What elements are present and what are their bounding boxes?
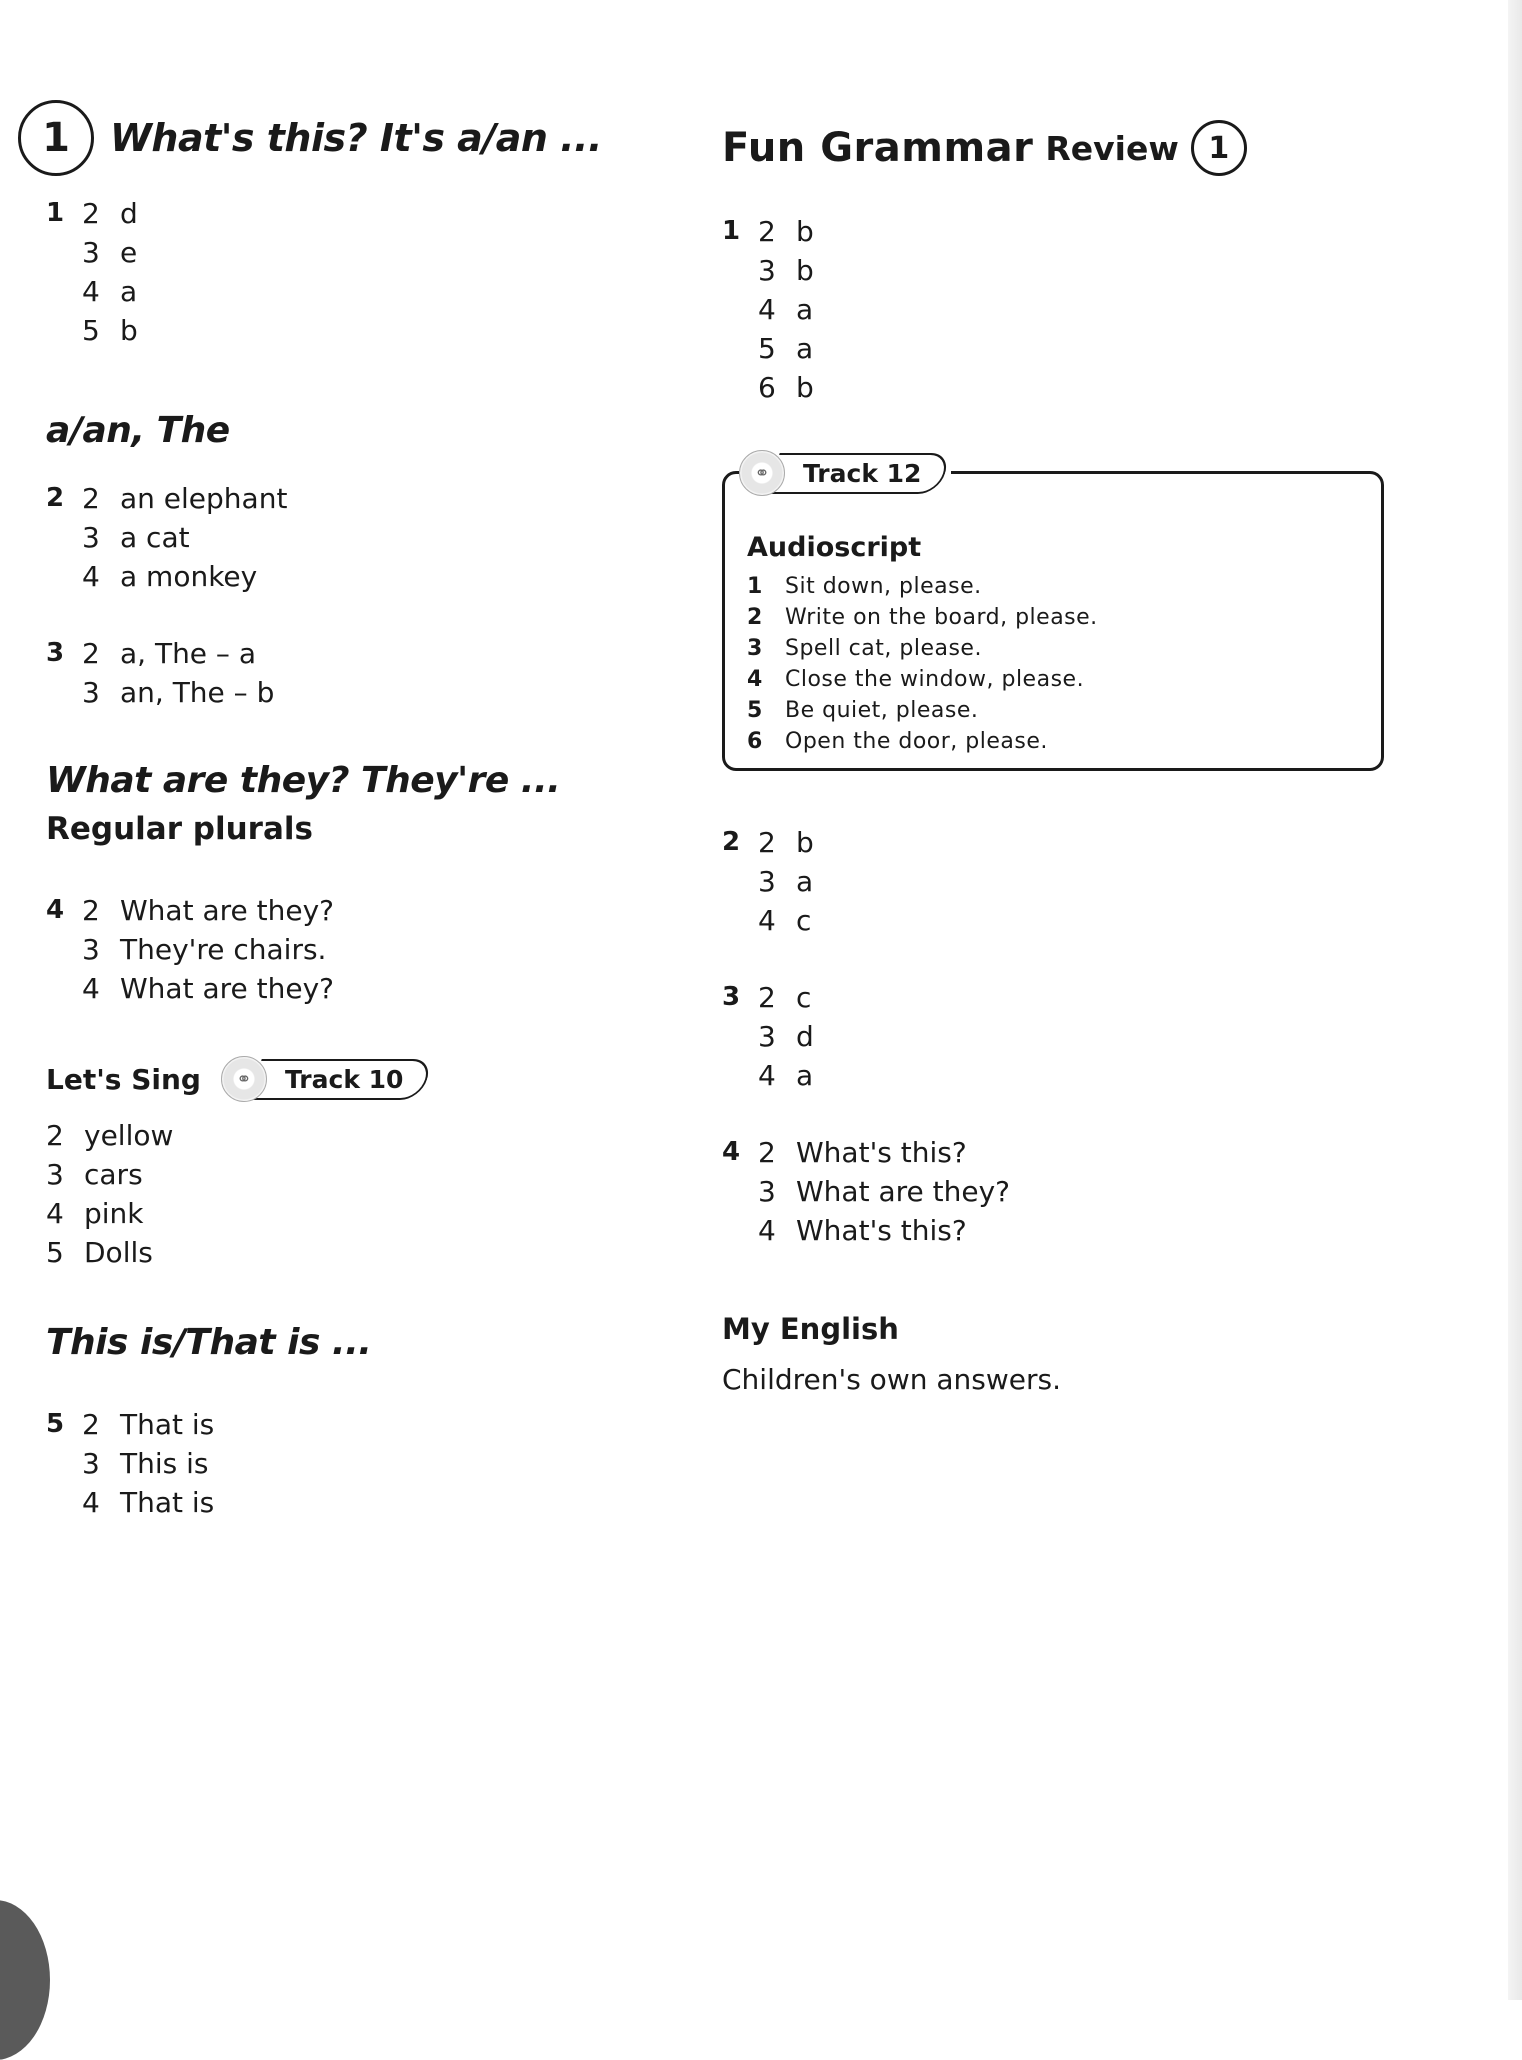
review-exercise-3: [722, 978, 1422, 1095]
answer-item: [82, 311, 138, 350]
item-number: 2: [758, 1136, 776, 1169]
item-number: 4: [758, 904, 776, 937]
corner-shadow: [0, 1900, 50, 2060]
exercise-number: 2: [46, 483, 65, 513]
item-answer: d: [796, 1020, 814, 1053]
item-answer: an, The – b: [120, 676, 275, 709]
exercise-number: 4: [722, 1137, 741, 1167]
item-number: 2: [82, 197, 100, 230]
review-exercise-1: [722, 212, 1422, 407]
item-answer: cars: [84, 1158, 143, 1191]
item-number: 3: [758, 865, 776, 898]
item-number: 3: [758, 254, 776, 287]
answer-item: [82, 233, 138, 272]
item-number: 3: [82, 1447, 100, 1480]
audioscript-line: [747, 602, 1359, 633]
exercise-number: 1: [722, 216, 741, 246]
line-number: 6: [747, 729, 763, 754]
review-exercise-2: [722, 823, 1422, 940]
exercise-number: 1: [46, 198, 65, 228]
answer-item: [46, 1194, 698, 1233]
item-answer: a: [796, 332, 814, 365]
track-label: Track 10: [284, 1064, 404, 1094]
unit-heading: [18, 100, 698, 176]
item-answer: an elephant: [120, 482, 288, 515]
item-number: 6: [758, 371, 776, 404]
item-answer: What are they?: [796, 1175, 1011, 1208]
item-answer: What's this?: [796, 1136, 967, 1169]
line-text: Write on the board, please.: [785, 605, 1098, 630]
answer-item: [758, 329, 814, 368]
answer-item: [758, 251, 814, 290]
answer-item: [82, 634, 274, 673]
answer-item: [82, 891, 334, 930]
audioscript-line: [747, 726, 1359, 757]
audioscript-title: Audioscript: [747, 532, 922, 563]
unit-title: What's this? It's a/an ...: [110, 116, 602, 160]
answer-item: [82, 518, 287, 557]
answer-item: [758, 290, 814, 329]
item-number: 4: [758, 1059, 776, 1092]
exercise-number: 4: [46, 895, 65, 925]
exercise-number: 3: [722, 982, 741, 1012]
item-number: 3: [82, 521, 100, 554]
review-title-fun-grammar: Fun Grammar: [722, 125, 1034, 171]
line-text: Spell cat, please.: [785, 636, 982, 661]
exercise-3: [46, 634, 698, 712]
answer-item: [758, 1133, 1010, 1172]
right-column: [722, 120, 1422, 1399]
line-number: 5: [747, 698, 763, 723]
item-number: 4: [82, 275, 100, 308]
item-number: 2: [82, 1408, 100, 1441]
line-text: Sit down, please.: [785, 574, 982, 599]
answer-item: [82, 194, 138, 233]
item-number: 3: [82, 933, 100, 966]
answer-item: [758, 368, 814, 407]
item-answer: c: [796, 904, 812, 937]
answer-item: [758, 1172, 1010, 1211]
item-number: 4: [46, 1197, 64, 1230]
item-number: 3: [46, 1158, 64, 1191]
answer-item: [46, 1155, 698, 1194]
item-number: 2: [82, 894, 100, 927]
line-number: 4: [747, 667, 763, 692]
item-number: 5: [758, 332, 776, 365]
item-answer: a: [796, 293, 814, 326]
page-edge: [1508, 0, 1522, 2000]
line-text: Close the window, please.: [785, 667, 1085, 692]
item-answer: d: [120, 197, 138, 230]
item-number: 5: [82, 314, 100, 347]
exercise-number: 2: [722, 827, 741, 857]
item-answer: What's this?: [796, 1214, 967, 1247]
item-number: 2: [82, 637, 100, 670]
answer-item: [758, 1056, 814, 1095]
exercise-number: 3: [46, 638, 65, 668]
answer-item: [758, 862, 814, 901]
track-pill: [248, 1059, 434, 1100]
item-number: 4: [82, 972, 100, 1005]
answer-item: [758, 212, 814, 251]
item-number: 2: [758, 215, 776, 248]
cd-icon: ⚭: [221, 1056, 267, 1102]
review-title-review: Review: [1045, 128, 1179, 168]
lets-sing-title: Let's Sing: [46, 1062, 201, 1096]
exercise-5: [46, 1405, 698, 1522]
item-answer: That is: [120, 1408, 215, 1441]
item-number: 2: [46, 1119, 64, 1152]
line-number: 3: [747, 636, 763, 661]
track-label: Track 12: [803, 458, 922, 488]
review-exercise-4: [722, 1133, 1422, 1250]
song-answers: [46, 1116, 698, 1272]
review-number-badge: 1: [1191, 120, 1247, 176]
answer-item: [758, 1017, 814, 1056]
line-number: 1: [747, 574, 763, 599]
section-title-this-that: This is/That is ...: [46, 1322, 372, 1363]
item-answer: Dolls: [84, 1236, 153, 1269]
item-number: 2: [82, 482, 100, 515]
answer-item: [82, 479, 287, 518]
item-answer: What are they?: [120, 894, 335, 927]
item-answer: a: [796, 1059, 814, 1092]
answer-item: [82, 557, 287, 596]
item-answer: They're chairs.: [120, 933, 327, 966]
my-english-title: My English: [722, 1312, 899, 1346]
item-answer: What are they?: [120, 972, 335, 1005]
review-heading: [722, 120, 1422, 176]
my-english-text: Children's own answers.: [722, 1363, 1061, 1396]
item-answer: b: [796, 371, 814, 404]
answer-item: [82, 673, 274, 712]
item-answer: b: [796, 215, 814, 248]
item-answer: a, The – a: [120, 637, 256, 670]
item-answer: b: [120, 314, 138, 347]
answer-item: [82, 969, 334, 1008]
audioscript-box: [722, 458, 1384, 771]
item-answer: pink: [84, 1197, 144, 1230]
answer-item: [758, 901, 814, 940]
section-title-articles: a/an, The: [46, 410, 230, 451]
item-number: 3: [82, 236, 100, 269]
item-answer: This is: [120, 1447, 209, 1480]
item-number: 4: [758, 1214, 776, 1247]
item-number: 2: [758, 981, 776, 1014]
answer-item: [82, 272, 138, 311]
cd-icon: ⚭: [739, 450, 785, 496]
item-answer: a: [796, 865, 814, 898]
item-number: 5: [46, 1236, 64, 1269]
item-answer: That is: [120, 1486, 215, 1519]
exercise-2: [46, 479, 698, 596]
section-title-plurals: What are they? They're ...: [46, 760, 561, 801]
track-badge: [221, 1056, 427, 1102]
left-column: [18, 100, 698, 1522]
answer-item: [758, 978, 814, 1017]
answer-item: [82, 1483, 214, 1522]
answer-item: [46, 1233, 698, 1272]
item-number: 4: [82, 560, 100, 593]
item-number: 3: [758, 1175, 776, 1208]
item-number: 2: [758, 826, 776, 859]
item-answer: yellow: [84, 1119, 174, 1152]
answer-item: [82, 1444, 214, 1483]
item-answer: e: [120, 236, 138, 269]
line-text: Open the door, please.: [785, 729, 1048, 754]
item-number: 4: [758, 293, 776, 326]
audioscript-line: [747, 695, 1359, 726]
item-answer: b: [796, 826, 814, 859]
exercise-1: [46, 194, 698, 350]
exercise-4: [46, 891, 698, 1008]
line-number: 2: [747, 605, 763, 630]
answer-item: [758, 823, 814, 862]
track-pill: [766, 453, 952, 494]
item-answer: a monkey: [120, 560, 258, 593]
lets-sing-heading: [46, 1056, 698, 1102]
item-number: 4: [82, 1486, 100, 1519]
answer-item: [82, 930, 334, 969]
item-answer: b: [796, 254, 814, 287]
item-number: 3: [82, 676, 100, 709]
audioscript-line: [747, 571, 1359, 602]
item-answer: c: [796, 981, 812, 1014]
line-text: Be quiet, please.: [785, 698, 979, 723]
audioscript-line: [747, 633, 1359, 664]
answer-item: [46, 1116, 698, 1155]
audioscript-line: [747, 664, 1359, 695]
track-badge: [739, 450, 951, 496]
answer-item: [82, 1405, 214, 1444]
item-answer: a: [120, 275, 138, 308]
unit-number-badge: 1: [18, 100, 94, 176]
item-number: 3: [758, 1020, 776, 1053]
answer-item: [758, 1211, 1010, 1250]
item-answer: a cat: [120, 521, 190, 554]
subsection-title-regular-plurals: Regular plurals: [46, 811, 313, 847]
exercise-number: 5: [46, 1409, 65, 1439]
